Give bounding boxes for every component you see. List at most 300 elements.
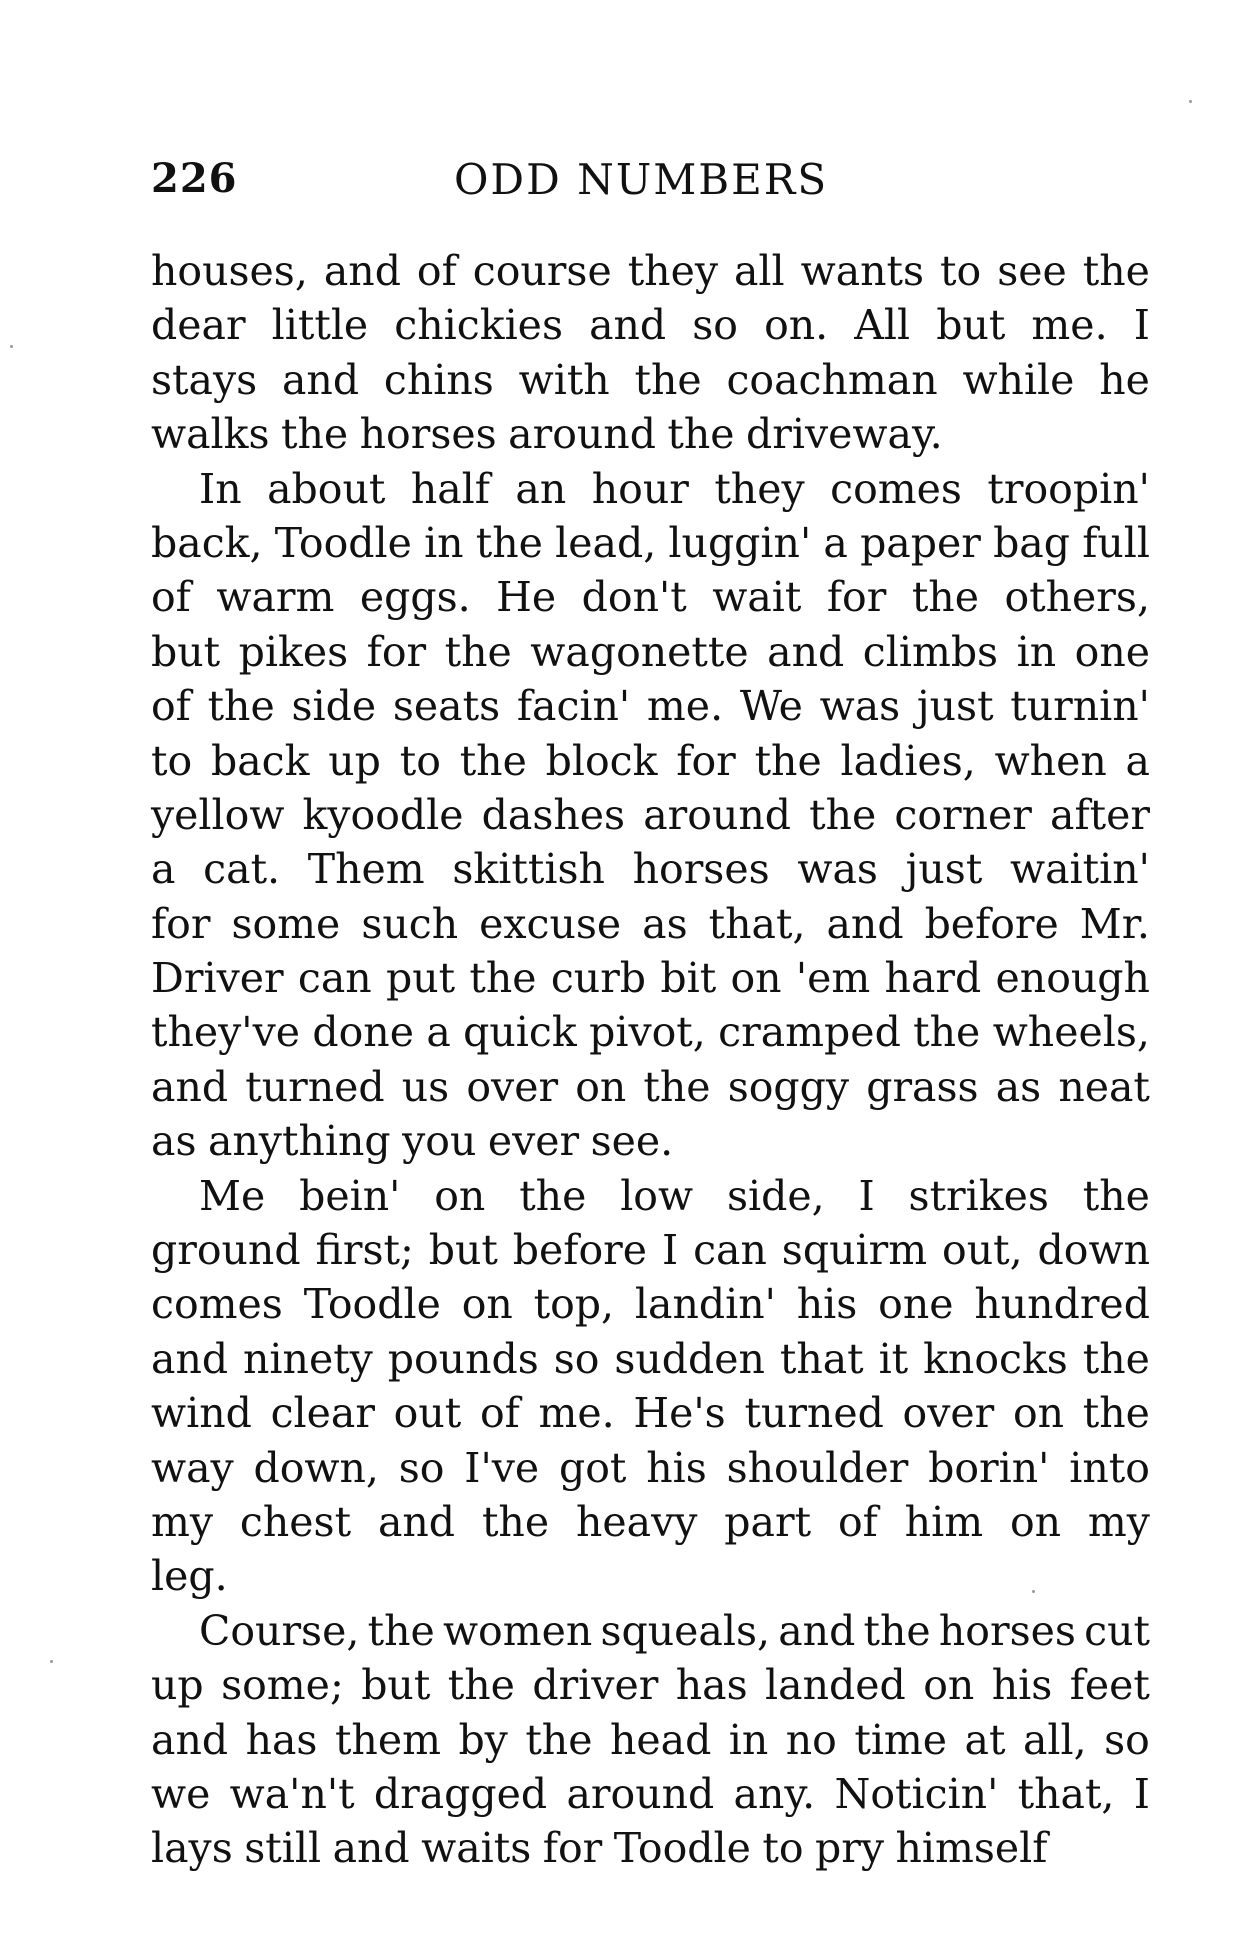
word: anything [207,1117,391,1166]
word: just [916,682,994,731]
word: and [151,1334,229,1383]
word: for [826,573,887,622]
text-line [151,1114,1150,1168]
word: before [512,1226,648,1275]
word: it [878,1334,909,1383]
word: while [962,355,1075,404]
text-line [151,1223,1150,1277]
word: and [281,355,360,404]
word: full [1082,518,1150,567]
text-line [151,1767,1150,1821]
word: pikes [238,627,349,676]
word: chest [239,1497,352,1546]
text-line [151,1386,1150,1440]
word: the [207,682,275,731]
word: but [428,1226,498,1275]
text-line [151,625,1150,679]
word: see [997,247,1067,295]
text-line [151,298,1150,352]
word: of [151,573,191,622]
word: I [858,1171,875,1220]
word: neat [1058,1062,1150,1111]
paragraph [151,462,1150,1169]
word: back, [151,518,263,567]
word: the [444,627,512,676]
word: wants [800,247,925,295]
word: troopin' [987,464,1150,513]
word: the [475,518,543,567]
word: my [1087,1497,1150,1546]
word: block [545,736,658,785]
word: the [525,1715,593,1764]
text-line [151,1005,1150,1059]
word: seats [392,682,501,731]
word: them [334,1715,441,1764]
word: I've [464,1443,540,1492]
word: wheels, [992,1008,1150,1057]
word: they [627,247,718,295]
word: of [151,682,191,731]
word: about [267,464,386,513]
word: at [964,1715,1006,1764]
word: hard [884,954,982,1003]
word: so [553,1334,600,1383]
word: waits [421,1824,532,1873]
word: climbs [862,627,999,676]
word: a [151,845,176,894]
word: the [809,790,877,839]
word: In [199,464,242,513]
word: top, [533,1280,615,1329]
word: on [434,1171,486,1220]
word: Toodle [274,518,412,567]
word: Them [307,845,425,894]
word: grass [866,1062,979,1111]
word: I [661,1226,679,1275]
word: driver [532,1661,659,1710]
word: see. [590,1117,674,1166]
text-line [151,244,1150,298]
word: down, [253,1443,379,1492]
text-line [151,1821,1150,1875]
word: so [398,1443,445,1492]
word: has [245,1715,318,1764]
word: the [643,1062,711,1111]
word: the [913,1008,981,1057]
word: shoulder [726,1443,909,1492]
word: an [515,464,567,513]
word: and [377,1497,456,1546]
word: turnin' [1010,682,1150,731]
word: bit [660,954,717,1003]
word: to [940,247,982,295]
word: lead, [555,518,657,567]
word: out [393,1389,462,1438]
word: side, [726,1171,825,1220]
word: landed [765,1661,906,1710]
word: but [936,301,1006,350]
word: coachman [726,355,938,404]
word: way [151,1443,234,1492]
word: after [1050,790,1150,839]
word: hundred [974,1280,1150,1329]
word: horses [938,1606,1076,1655]
word: He's [633,1389,726,1438]
text-line [151,1604,1150,1658]
word: clear [270,1389,375,1438]
text-line [151,570,1150,624]
paper-speck [50,1660,53,1663]
word: dashes [481,790,626,839]
word: lays [151,1824,233,1873]
word: on. [764,301,829,350]
word: waitin' [1010,845,1150,894]
word: on [730,954,782,1003]
word: one [878,1280,954,1329]
word: soggy [727,1062,850,1111]
word: over [466,1062,559,1111]
word: luggin' [668,518,812,567]
word: me. [538,1389,615,1438]
word: but [151,627,221,676]
text-line [151,1495,1150,1549]
word: quick [463,1008,577,1057]
word: feet [1069,1661,1150,1710]
word: was [819,682,901,731]
text-line [151,462,1150,516]
word: me. [646,682,724,731]
word: and [767,627,845,676]
word: and [826,899,904,948]
word: the [1082,1389,1150,1438]
word: turned [245,1062,385,1111]
word: as [151,1117,197,1166]
word: curb [550,954,647,1003]
word: the [1082,1171,1150,1220]
word: heavy [575,1497,698,1546]
text-line [151,1658,1150,1712]
word: around [566,1769,715,1818]
word: paper [860,518,981,567]
word: chickies [394,301,563,350]
paper-speck [1189,100,1192,103]
word: all, [1022,1715,1087,1764]
word: strikes [908,1171,1049,1220]
word: warm [216,573,335,622]
word: up [151,1661,204,1710]
word: any. [733,1769,816,1818]
word: and [151,1715,229,1764]
word: to [399,736,441,785]
word: of [837,1497,878,1546]
word: the [447,1661,515,1710]
text-line [151,951,1150,1005]
word: Course, [199,1606,360,1655]
paragraph [151,1169,1150,1604]
word: himself [895,1824,1048,1873]
word: Noticin' [834,1769,999,1818]
word: the [1082,1334,1150,1383]
word: turned [744,1389,884,1438]
word: as [995,1062,1042,1111]
word: for [366,627,427,676]
word: the [459,736,527,785]
text-line [151,1277,1150,1331]
word: my [151,1497,214,1546]
word: cat. [203,845,281,894]
word: for [151,899,211,948]
word: wagonette [530,627,749,676]
word: still [244,1824,322,1873]
word: comes [151,1280,283,1329]
word: done [312,1008,414,1057]
word: a [823,518,848,567]
text-line [151,1549,1150,1603]
word: wa'n't [229,1769,355,1818]
word: time [854,1715,948,1764]
word: ground [151,1226,301,1275]
word: some; [221,1661,344,1710]
word: can [693,1226,767,1275]
word: we [151,1769,211,1818]
word: chins [383,355,494,404]
word: you [402,1117,477,1166]
word: stays [151,355,258,404]
word: dragged [373,1769,548,1818]
word: the [1082,247,1150,295]
word: hour [591,464,689,513]
word: to [151,736,193,785]
word: horses [359,410,497,459]
word: sudden [614,1334,765,1383]
word: squeals, [600,1606,771,1655]
word: side [291,682,377,731]
paragraph [151,244,1150,462]
word: yellow [151,790,285,839]
word: that [779,1334,864,1383]
word: horses [632,845,770,894]
word: so [1104,1715,1150,1764]
word: down [1037,1226,1150,1275]
word: us [401,1062,450,1111]
text-line [151,1441,1150,1495]
word: others, [1004,573,1150,622]
running-title: ODD NUMBERS [454,155,829,204]
word: his [796,1280,858,1329]
word: in [1016,627,1057,676]
word: first; [315,1226,414,1275]
word: back [210,736,310,785]
word: the [281,410,349,459]
word: bag [993,518,1070,567]
word: that, [708,899,806,948]
word: out, [942,1226,1023,1275]
text-line [151,353,1150,407]
text-line [151,516,1150,570]
text-line [151,1332,1150,1386]
word: course [472,247,612,295]
word: 'em [795,954,871,1003]
word: Me [199,1171,266,1220]
word: I [1133,1769,1150,1818]
word: Driver [151,954,284,1003]
word: no [785,1715,837,1764]
word: into [1069,1443,1150,1492]
word: eggs. [359,573,471,622]
word: when [994,736,1107,785]
word: just [905,845,983,894]
word: he [1099,355,1150,404]
word: ninety [243,1334,373,1383]
word: the [469,954,537,1003]
text-line [151,897,1150,951]
word: of [416,247,457,295]
word: a [1125,736,1150,785]
word: pry [814,1824,884,1873]
word: was [797,845,878,894]
word: and [332,1824,410,1873]
word: He [496,573,557,622]
word: squirm [781,1226,928,1275]
word: wind [151,1389,252,1438]
word: cut [1084,1606,1150,1655]
word: little [271,301,369,350]
word: on [923,1661,975,1710]
word: ever [487,1117,580,1166]
word: put [385,954,456,1003]
word: on [575,1062,627,1111]
text-line [151,1169,1150,1223]
word: before [924,899,1059,948]
word: they [714,464,805,513]
word: head [609,1715,712,1764]
word: on [461,1280,513,1329]
text-body [151,244,1150,1876]
page-number: 226 [151,155,238,202]
word: women [442,1606,593,1655]
word: as [642,899,688,948]
word: enough [995,954,1150,1003]
word: has [675,1661,748,1710]
text-line [151,407,1150,461]
word: around [508,410,656,459]
word: Toodle [303,1280,441,1329]
word: and [323,247,401,295]
word: wait [712,573,802,622]
word: for [542,1824,603,1873]
word: bein' [299,1171,401,1220]
word: of [479,1389,520,1438]
word: driveway. [746,410,943,459]
text-line [151,1060,1150,1114]
word: with [518,355,610,404]
word: dear [151,301,246,350]
text-line [151,842,1150,896]
word: so [692,301,738,350]
word: half [410,464,490,513]
word: cramped [718,1008,901,1057]
word: one [1074,627,1150,676]
word: low [620,1171,694,1220]
word: knocks [923,1334,1068,1383]
word: facin' [516,682,631,731]
word: the [911,573,979,622]
word: on [1009,1497,1062,1546]
word: for [676,736,736,785]
word: ladies, [840,736,976,785]
word: and [778,1606,856,1655]
word: corner [894,790,1032,839]
word: the [481,1497,550,1546]
word: the [634,355,702,404]
word: don't [581,573,687,622]
word: his [646,1443,707,1492]
word: I [1133,301,1150,350]
paper-speck [10,345,13,348]
word: up [328,736,381,785]
word: comes [830,464,962,513]
word: leg. [151,1552,228,1601]
word: borin' [928,1443,1050,1492]
word: the [754,736,822,785]
text-line [151,679,1150,733]
word: his [991,1661,1053,1710]
text-line [151,788,1150,842]
word: Toodle [613,1824,751,1873]
word: in [728,1715,769,1764]
word: the [863,1606,931,1655]
word: to [762,1824,804,1873]
word: and [589,301,667,350]
word: We [739,682,803,731]
word: All [854,301,911,350]
word: but [361,1661,431,1710]
word: a [426,1008,451,1057]
word: me. [1031,301,1108,350]
word: on [1012,1389,1065,1438]
word: the [519,1171,587,1220]
word: over [902,1389,995,1438]
word: in [424,518,464,567]
word: they've [151,1008,301,1057]
word: all [733,247,785,295]
word: walks [151,410,270,459]
word: him [904,1497,984,1546]
word: got [559,1443,627,1492]
word: some [231,899,341,948]
running-head [151,155,1151,215]
paper-speck [1032,1590,1035,1593]
word: houses, [151,247,308,295]
word: pounds [387,1334,539,1383]
word: by [458,1715,508,1764]
word: kyoodle [302,790,464,839]
word: landin' [634,1280,776,1329]
word: such [361,899,459,948]
word: part [724,1497,812,1546]
word: around [643,790,792,839]
text-line [151,1713,1150,1767]
word: skittish [452,845,605,894]
word: the [367,1606,435,1655]
word: the [667,410,735,459]
word: pivot, [589,1008,706,1057]
word: that, [1017,1769,1115,1818]
paragraph [151,1604,1150,1876]
word: Mr. [1079,899,1150,948]
text-line [151,734,1150,788]
word: can [297,954,372,1003]
